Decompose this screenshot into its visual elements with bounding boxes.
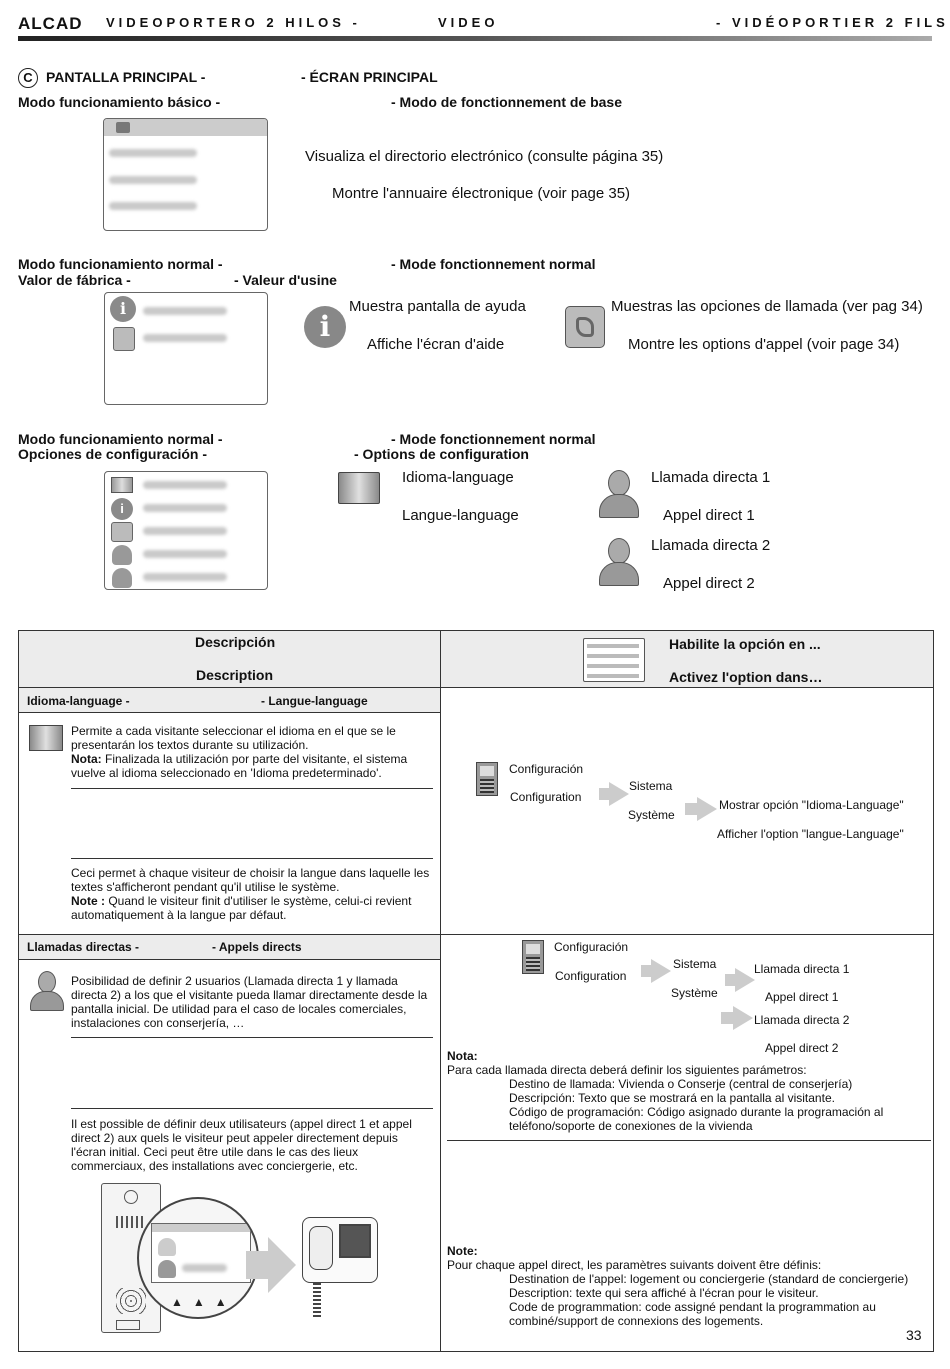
phonebook-icon-small [111, 522, 133, 542]
phonebook-icon [113, 327, 135, 351]
lang-fr: Langue-language [402, 507, 519, 524]
row2-arrow-3 [733, 1006, 753, 1030]
lang-es: Idioma-language [402, 469, 514, 486]
row1-arrow-1 [609, 782, 629, 806]
row2-d2-es: Llamada directa 2 [754, 1013, 850, 1027]
row2-note-es: Nota: Para cada llamada directa deberá definir los siguientes parámetros: Destino de llamada: Vivienda o Conserje (central de conserjería) Descripción: Texto que se mostrará en la pantalla al visitante. Código de programación: Código asignado durante la programación al teléfono/soporte de conexiones de la vivienda [447, 1049, 884, 1133]
table-header-desc: Descripción Description [19, 631, 440, 688]
options-table [18, 630, 934, 1352]
normal-factory-label-es: Modo funcionamiento normal - [18, 256, 223, 272]
info-icon-small: i [111, 498, 133, 520]
info-icon: i [110, 296, 136, 322]
row2-fr-text: Il est possible de définir deux utilisateurs (appel direct 1 et appel direct 2) aux quels le visiteur peut appeler directement depuis l'écran initial. Ceci peut être utile dans le cas des lieux commerciaux, des installations avec conciergerie, etc. [71, 1117, 412, 1173]
row2-config-fr: Configuration [555, 969, 627, 983]
help-info-icon: i [304, 306, 346, 348]
row1-es-text: Permite a cada visitante seleccionar el idioma en el que se le presentarán los textos durante su utilización. Nota: Finalizada la utilización por parte del visitante, el sistema vuelve al idioma seleccionado en 'Idioma predeterminado'. [71, 724, 408, 780]
row2-panel-icon [522, 940, 544, 974]
row2-arrow-2 [735, 968, 755, 992]
flag-icon [111, 477, 133, 493]
header-right: - VIDÉOPORTIER 2 FILS [716, 15, 949, 30]
magnifier-circle: ▲ ▲ ▲ [137, 1197, 259, 1319]
section-letter-badge: C [18, 68, 38, 88]
row1-show-es: Mostrar opción "Idioma-Language" [719, 798, 904, 812]
row1-sys-es: Sistema [629, 779, 673, 793]
config-screen-mockup [104, 471, 268, 590]
section-title-es: PANTALLA PRINCIPAL - [46, 69, 206, 85]
row2-person-icon [29, 971, 65, 1013]
row1-title-bar: Idioma-language - - Langue-language [19, 688, 440, 713]
page-number: 33 [906, 1327, 922, 1343]
person-large-icon-2 [597, 538, 641, 588]
row2-sys-fr: Système [671, 986, 718, 1000]
normal-config-sub-fr: - Options de configuration [354, 446, 529, 462]
normal-factory-label-fr: - Mode fonctionnement normal [391, 256, 596, 272]
call-desc-fr: Montre les options d'appel (voir page 34) [628, 336, 900, 353]
intercom-cable [313, 1283, 321, 1317]
person-icon-2 [112, 568, 132, 588]
normal-factory-sub-fr: - Valeur d'usine [234, 272, 337, 288]
row2-sys-es: Sistema [673, 957, 717, 971]
row2-arrow-1 [651, 959, 671, 983]
row2-d2-fr: Appel direct 2 [765, 1041, 839, 1055]
normal-config-label-es: Modo funcionamiento normal - [18, 431, 223, 447]
call-desc-es: Muestras las opciones de llamada (ver pag 34) [611, 298, 923, 315]
basic-label-es: Modo funcionamiento básico - [18, 94, 221, 110]
row2-title-bar: Llamadas directas - - Appels directs [19, 935, 440, 960]
header-center: VIDEO [438, 15, 499, 30]
row1-panel-icon [476, 762, 498, 796]
row1-fr-text: Ceci permet à chaque visiteur de choisir la langue dans laquelle les textes s'afficheront pendant qu'il utilise le système. Note : Quand le visiteur finit d'utiliser le système, celui-ci revient automatiquement à la langue par défaut. [71, 866, 430, 922]
row2-es-text: Posibilidad de definir 2 usuarios (Llamada directa 1 y llamada directa 2) a los que el visitante pueda llamar directamente desde la pantalla inicial. De utilidad para el caso de locales comerciales, instalaciones con conserjería, … [71, 974, 428, 1030]
basic-desc-fr: Montre l'annuaire électronique (voir page 35) [332, 185, 631, 202]
normal-config-label-fr: - Mode fonctionnement normal [391, 431, 596, 447]
direct2-fr: Appel direct 2 [663, 575, 755, 592]
directory-icon [116, 122, 130, 133]
direct1-es: Llamada directa 1 [651, 469, 771, 486]
help-desc-fr: Affiche l'écran d'aide [367, 336, 505, 353]
normal-factory-sub-es: Valor de fábrica - [18, 272, 131, 288]
help-desc-es: Muestra pantalla de ayuda [349, 298, 526, 315]
row2-note-fr: Note: Pour chaque appel direct, les paramètres suivants doivent être définis: Destination de l'appel: logement ou conciergerie (standard de conciergerie) Description: texte qui sera affiché à l'écran pour le visiteur. Code de programmation: code assigné pendant la programmation au combiné/support de connexions des logements. [447, 1244, 909, 1328]
factory-screen-mockup [104, 292, 268, 405]
basic-label-fr: - Modo de fonctionnement de base [391, 94, 623, 110]
row1-config-es: Configuración [509, 762, 584, 776]
section-title-fr: - ÉCRAN PRINCIPAL [301, 69, 438, 85]
row1-flag-icon [29, 725, 63, 751]
flag-large-icon [338, 472, 380, 504]
row2-d1-fr: Appel direct 1 [765, 990, 839, 1004]
normal-config-sub-es: Opciones de configuración - [18, 446, 208, 462]
person-large-icon-1 [597, 470, 641, 520]
header-left: VIDEOPORTERO 2 HILOS - [106, 15, 361, 30]
direct2-es: Llamada directa 2 [651, 537, 771, 554]
row2-d1-es: Llamada directa 1 [754, 962, 850, 976]
direct1-fr: Appel direct 1 [663, 507, 755, 524]
row1-arrow-2 [697, 797, 717, 821]
basic-desc-es: Visualiza el directorio electrónico (consulte página 35) [305, 148, 664, 165]
row1-sys-fr: Système [628, 808, 675, 822]
brand-logo: ALCAD [18, 14, 83, 33]
intercom-illustration [302, 1217, 378, 1283]
phonebook-large-icon [565, 306, 605, 348]
basic-screen-mockup [103, 118, 268, 231]
config-menu-icon [583, 638, 645, 682]
table-header-enable: Habilite la opción en ... Activez l'option dans… [441, 631, 933, 688]
row2-config-es: Configuración [554, 940, 629, 954]
header-rule [18, 36, 932, 41]
row1-config-fr: Configuration [510, 790, 582, 804]
row1-show-fr: Afficher l'option "langue-Language" [717, 827, 904, 841]
person-icon-1 [112, 545, 132, 565]
